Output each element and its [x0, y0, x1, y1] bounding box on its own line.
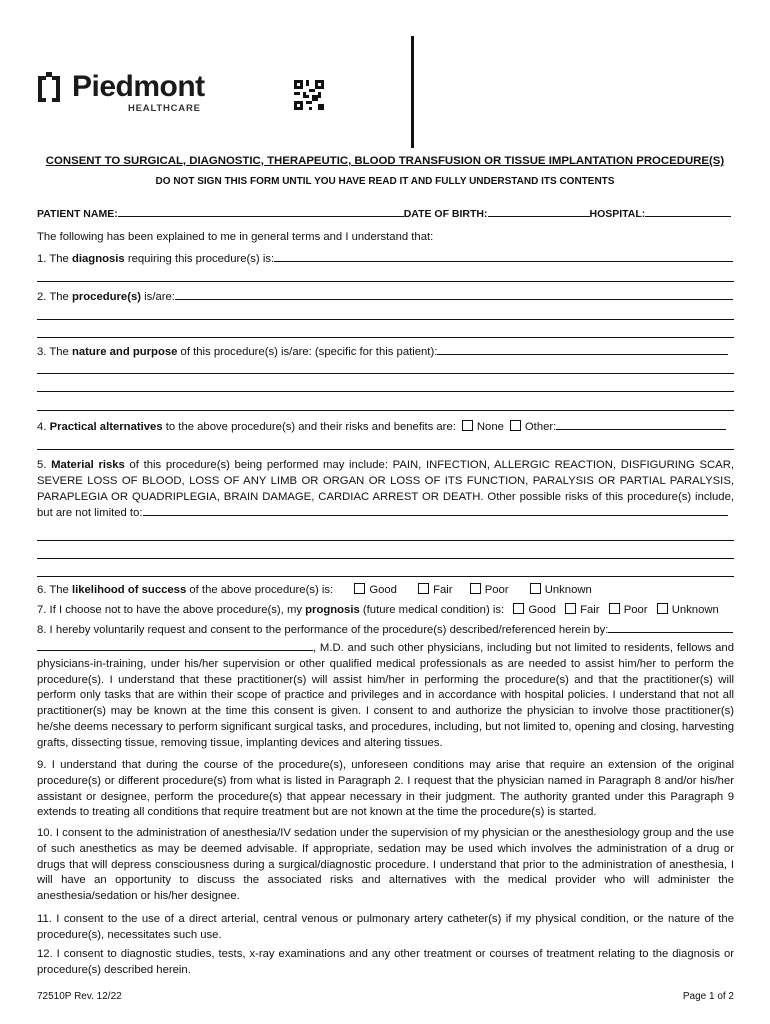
- risks-line[interactable]: [37, 576, 734, 577]
- hospital-label: HOSPITAL:: [589, 208, 646, 220]
- likelihood-good-checkbox[interactable]: [354, 583, 365, 594]
- procedure-line[interactable]: [37, 319, 734, 320]
- prognosis-good-checkbox[interactable]: [513, 603, 524, 614]
- form-subtitle: DO NOT SIGN THIS FORM UNTIL YOU HAVE READ IT AND FULLY UNDERSTAND ITS CONTENTS: [155, 176, 615, 187]
- item-nature-purpose: 3. The nature and purpose of this procedure(s) is/are: (specific for this patient):: [37, 344, 734, 360]
- likelihood-fair-checkbox[interactable]: [418, 583, 429, 594]
- brand-name: Piedmont: [72, 70, 205, 103]
- procedure-field[interactable]: [175, 289, 733, 300]
- item-consent-continued: , M.D. and such other physicians, including but not limited to residents, fellows and physicians-in-training, under his/her supervision or other qualified medical professionals as are needed to assist him/her to perform the procedure(s). I understand that these practitioner(s) will assist him/her in performing the procedure(s) and that the practitioner(s) will perform only tasks that are within their scope of practice and privileges and in accordance with hospital policies. I understand that not all practitioner(s) may be known at the time this consent is given. I consent to and authorize the physician to involve those practitioner(s) he/she deems necessary to perform significant surgical tasks, and procedures, including, but not limited to, opening and closing, harvesting grafts, dissecting tissue, removing tissue, implanting devices and altering tissues.: [37, 642, 734, 749]
- risks-line[interactable]: [37, 558, 734, 559]
- item-likelihood: 6. The likelihood of success of the above procedure(s) is: Good Fair Poor Unknown: [37, 584, 592, 596]
- piedmont-logo: [36, 70, 206, 116]
- prognosis-fair-checkbox[interactable]: [565, 603, 576, 614]
- nature-purpose-field[interactable]: [437, 344, 728, 355]
- alternatives-line[interactable]: [37, 449, 734, 450]
- item-consent-request: 8. I hereby voluntarily request and consent to the performance of the procedure(s) described/referenced herein by:: [37, 622, 734, 638]
- item-catheter: 11. I consent to the use of a direct arterial, central venous or pulmonary artery catheter(s) if my physical condition, or the nature of the procedure(s), necessitates such use.: [37, 913, 734, 941]
- brand-subtitle: HEALTHCARE: [128, 103, 201, 114]
- diagnosis-line[interactable]: [37, 281, 734, 282]
- item-diagnostic-studies: 12. I consent to diagnostic studies, tests, x-ray examinations and any other treatment or courses of treatment relating to the diagnosis or procedure(s) described herein.: [37, 948, 734, 976]
- item-unforeseen-conditions: 9. I understand that during the course of the procedure(s), unforeseen conditions may arise that require an extension of the original procedure(s) or different procedure(s) from what is listed in Paragraph 2. I request that the physician named in Paragraph 8 and/or his/her assistant or designee, perform the procedure(s) that appear necessary in their judgment. The authority granted under this Paragraph 9 extends to treating all conditions that require treatment but are not known at the time the procedure(s) is started.: [37, 759, 734, 819]
- prognosis-unknown-checkbox[interactable]: [657, 603, 668, 614]
- item-procedure: 2. The procedure(s) is/are:: [37, 289, 734, 305]
- nature-purpose-line[interactable]: [37, 391, 734, 392]
- dob-field[interactable]: [488, 205, 590, 217]
- prognosis-poor-checkbox[interactable]: [609, 603, 620, 614]
- likelihood-unknown-checkbox[interactable]: [530, 583, 541, 594]
- form-title: CONSENT TO SURGICAL, DIAGNOSTIC, THERAPEUTIC, BLOOD TRANSFUSION OR TISSUE IMPLANTATION PROCEDURE(S): [45, 155, 725, 167]
- patient-name-field[interactable]: [118, 205, 404, 217]
- physician-name-field-2[interactable]: [37, 640, 313, 651]
- hospital-field[interactable]: [645, 205, 731, 217]
- item-diagnosis: 1. The diagnosis requiring this procedure(s) is:: [37, 251, 734, 267]
- alternatives-other-checkbox[interactable]: [510, 420, 521, 431]
- alternatives-other-field[interactable]: [556, 419, 726, 430]
- form-number: 72510P Rev. 12/22: [37, 991, 122, 1002]
- diagnosis-field[interactable]: [274, 251, 733, 262]
- patient-name-label: PATIENT NAME:: [37, 208, 118, 220]
- nature-purpose-line[interactable]: [37, 373, 734, 374]
- patient-info-row: [37, 205, 734, 221]
- item-material-risks: 5. Material risks of this procedure(s) being performed may include: PAIN, INFECTION, ALLERGIC REACTION, DISFIGURING SCAR, SEVERE LOSS OF BLOOD, LOSS OF ANY LIMB OR ORGAN OR LOSS OF ITS FUNCTION, PARALYSIS OR PARTIAL PARALYSIS, PARAPLEGIA OR QUADRIPLEGIA, BRAIN DAMAGE, CARDIAC ARREST OR DEATH. Other possible risks of this procedure(s) include, but are not limited to:: [37, 459, 735, 520]
- nature-purpose-line[interactable]: [37, 410, 734, 411]
- risks-line[interactable]: [37, 540, 734, 541]
- page-number: Page 1 of 2: [682, 991, 734, 1002]
- likelihood-poor-checkbox[interactable]: [470, 583, 481, 594]
- risks-field[interactable]: [143, 505, 728, 516]
- item-prognosis: 7. If I choose not to have the above procedure(s), my prognosis (future medical condition) is: Good Fair Poor Unknown: [37, 604, 719, 616]
- piedmont-logo-icon: [36, 72, 62, 106]
- procedure-line[interactable]: [37, 337, 734, 338]
- item-anesthesia: 10. I consent to the administration of anesthesia/IV sedation under the supervision of my physician or the anesthesiology group and the use of such anesthetics as may be deemed advisable. If appropriate, sedation may be used which involves the administration of a drug or drugs that will depress consciousness during a surgical/diagnostic procedure. I understand that prior to the administration of anesthesia, I will have an opportunity to discuss the associated risks and alternatives with the medical provider who will administer the anesthesia/sedation or his/her designee.: [37, 827, 734, 903]
- dob-label: DATE OF BIRTH:: [403, 208, 488, 220]
- item-alternatives: 4. Practical alternatives to the above procedure(s) and their risks and benefits are: None Other:: [37, 419, 734, 435]
- qr-code-icon: [294, 80, 324, 110]
- alternatives-none-checkbox[interactable]: [462, 420, 473, 431]
- header-divider: [411, 36, 414, 148]
- physician-name-field[interactable]: [608, 622, 733, 633]
- intro-text: The following has been explained to me in general terms and I understand that:: [37, 231, 434, 243]
